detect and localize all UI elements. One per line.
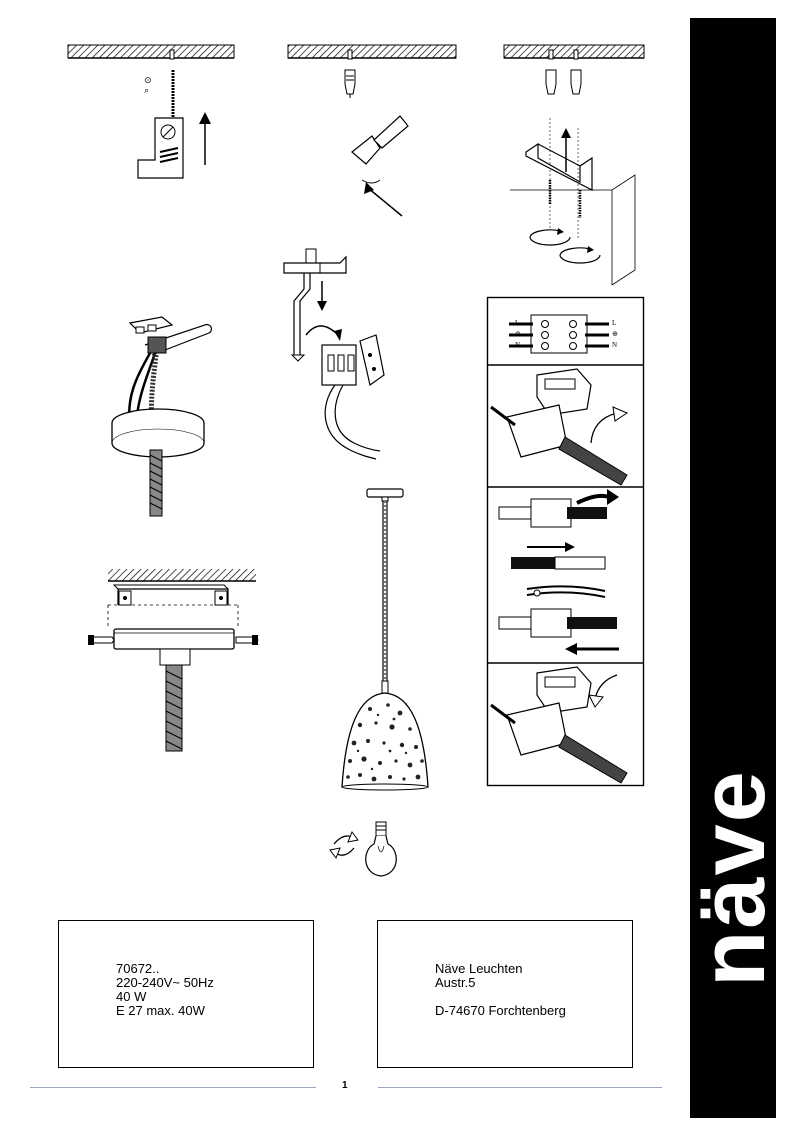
- brand-wordmark: näve: [682, 769, 784, 987]
- ceiling-anchor-hammer-illustration: [280, 40, 460, 220]
- spec-wattage: 40 W: [116, 989, 147, 1004]
- canopy-cable-illustration: [100, 315, 220, 520]
- address-street: Austr.5: [435, 975, 476, 990]
- svg-text:⌕: ⌕: [144, 86, 150, 96]
- wiring-label-left-earth: ⊕: [515, 330, 521, 338]
- wiring-label-right: [612, 318, 618, 351]
- canopy-fixing-illustration: [88, 565, 268, 755]
- ceiling-hook-illustration: [60, 40, 240, 190]
- address-spacer: [435, 990, 566, 1004]
- pendant-lamp-illustration: [330, 485, 440, 805]
- specification-box: [58, 920, 314, 1068]
- wiring-label-left: [515, 318, 521, 351]
- wiring-label-right-l: L: [612, 319, 617, 327]
- brand-logo: [682, 18, 784, 1118]
- wiring-label-right-n: N: [612, 341, 618, 349]
- footer-rule-left: [30, 1087, 316, 1088]
- manufacturer-address-box: [377, 920, 633, 1068]
- spec-voltage: 220-240V~ 50Hz: [116, 975, 214, 990]
- wiring-label-right-earth: ⊕: [612, 330, 618, 338]
- page-number: 1: [342, 1080, 348, 1091]
- address-city: D-74670 Forchtenberg: [435, 1003, 566, 1018]
- wiring-label-left-l: L: [515, 319, 520, 327]
- connector-box-illustration: [280, 245, 400, 465]
- spec-article-number: 70672..: [116, 961, 160, 976]
- wiring-label-left-n: N: [515, 341, 521, 349]
- address-company: Näve Leuchten: [435, 961, 523, 976]
- spec-socket: E 27 max. 40W: [116, 1003, 205, 1018]
- wiring-instructions-frame: [487, 297, 644, 786]
- svg-text:⊙: ⊙: [144, 76, 152, 86]
- bracket-mounting-illustration: [500, 40, 650, 295]
- footer-rule-right: [378, 1087, 662, 1088]
- bulb-install-illustration: [328, 818, 418, 880]
